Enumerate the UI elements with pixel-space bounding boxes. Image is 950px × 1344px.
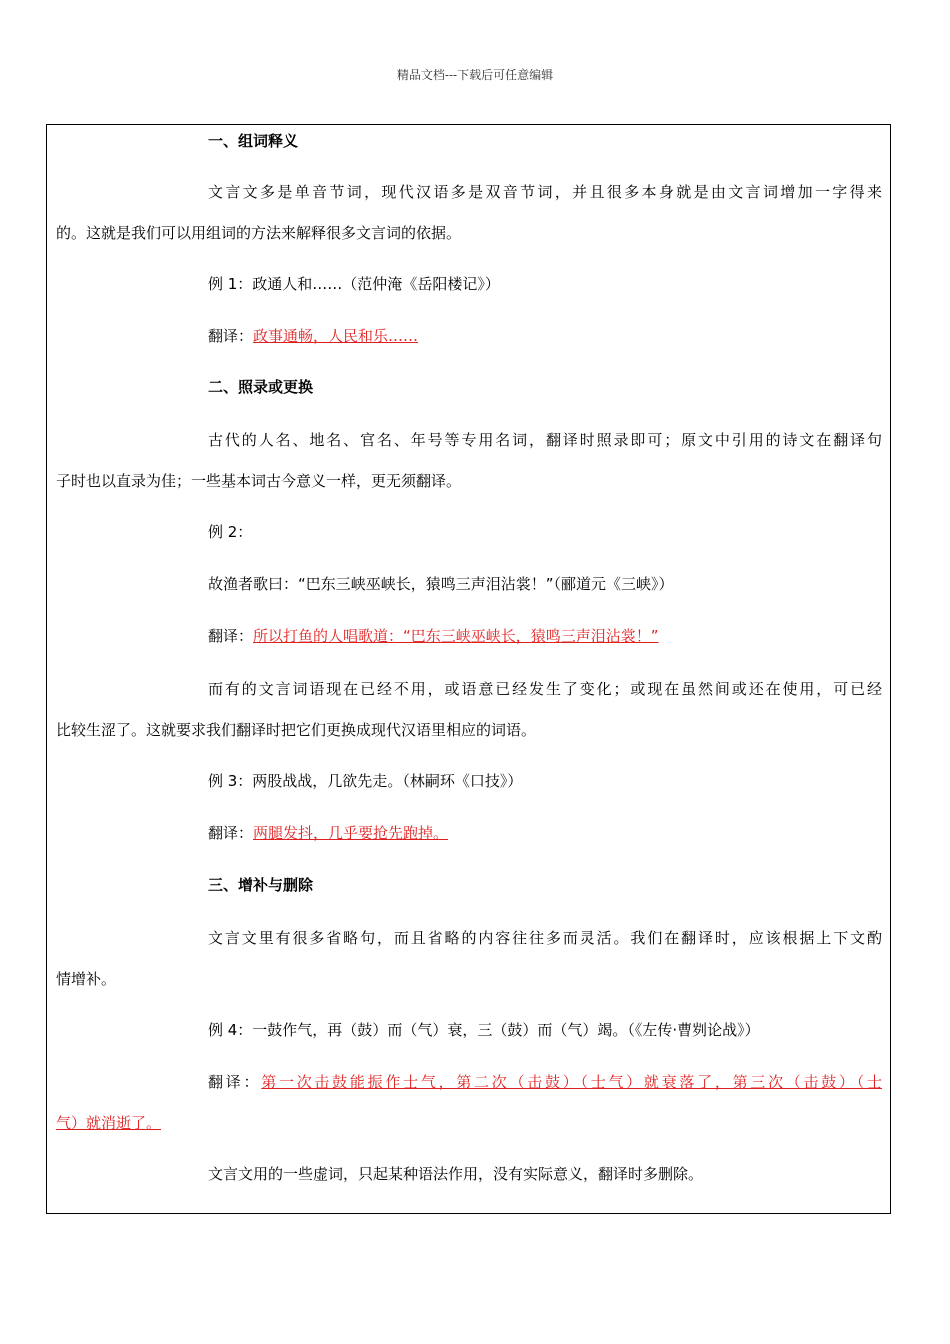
section-3-paragraph-2: 文言文用的一些虚词，只起某种语法作用，没有实际意义，翻译时多删除。 [208, 1165, 704, 1183]
example-3: 例 3：两股战战，几欲先走。（林嗣环《口技》） [208, 772, 523, 790]
example-2-label: 例 2： [208, 523, 253, 541]
translation-4-text-line-1: 第一次击鼓能振作士气，第二次（击鼓）（士气）就衰落了，第三次（击鼓）（士 [261, 1073, 882, 1091]
translation-4-line-1 [208, 1072, 882, 1092]
translation-4-text-line-2: 气）就消逝了。 [56, 1114, 162, 1132]
page-header: 精品文档---下载后可任意编辑 [396, 68, 554, 82]
section-3-title: 三、增补与删除 [208, 876, 314, 894]
section-2-paragraph-1-line-1: 古代的人名、地名、官名、年号等专用名词，翻译时照录即可；原文中引用的诗文在翻译句 [208, 431, 882, 449]
section-2-paragraph-2-line-2: 比较生涩了。这就要求我们翻译时把它们更换成现代汉语里相应的词语。 [56, 721, 537, 739]
section-1-paragraph-line-2: 的。这就是我们可以用组词的方法来解释很多文言词的依据。 [56, 224, 462, 242]
example-1: 例 1：政通人和……（范仲淹《岳阳楼记》） [208, 275, 500, 293]
translation-4-line-2 [56, 1113, 882, 1133]
section-2-paragraph-1-line-2: 子时也以直录为佳；一些基本词古今意义一样，更无须翻译。 [56, 472, 462, 490]
translation-2-text: 所以打鱼的人唱歌道：“巴东三峡巫峡长，猿鸣三声泪沾裳！” [253, 627, 659, 645]
translation-label: 翻译： [208, 327, 254, 345]
translation-label: 翻译： [208, 824, 254, 842]
section-3-paragraph-1-line-2: 情增补。 [56, 970, 117, 988]
section-1-paragraph-line-1: 文言文多是单音节词，现代汉语多是双音节词，并且很多本身就是由文言词增加一字得来 [208, 183, 882, 201]
translation-3-text: 两腿发抖，几乎要抢先跑掉。 [253, 824, 449, 842]
section-2-paragraph-2-line-1: 而有的文言词语现在已经不用，或语意已经发生了变化；或现在虽然间或还在使用，可已经 [208, 680, 882, 698]
section-1-title: 一、组词释义 [208, 132, 299, 150]
section-3-paragraph-1-line-1: 文言文里有很多省略句，而且省略的内容往往多而灵活。我们在翻译时，应该根据上下文酌 [208, 929, 882, 947]
example-4: 例 4：一鼓作气，再（鼓）而（气）衰，三（鼓）而（气）竭。（《左传·曹刿论战》） [208, 1021, 760, 1039]
translation-1-text: 政事通畅，人民和乐…… [253, 327, 419, 345]
document-content-box [46, 124, 891, 1214]
translation-label: 翻译： [208, 627, 254, 645]
translation-1 [208, 326, 418, 346]
section-2-title: 二、照录或更换 [208, 378, 314, 396]
translation-3 [208, 823, 448, 843]
translation-2 [208, 626, 659, 646]
translation-label: 翻译： [208, 1073, 262, 1091]
example-2: 故渔者歌曰：“巴东三峡巫峡长，猿鸣三声泪沾裳！”（郦道元《三峡》） [208, 575, 674, 593]
